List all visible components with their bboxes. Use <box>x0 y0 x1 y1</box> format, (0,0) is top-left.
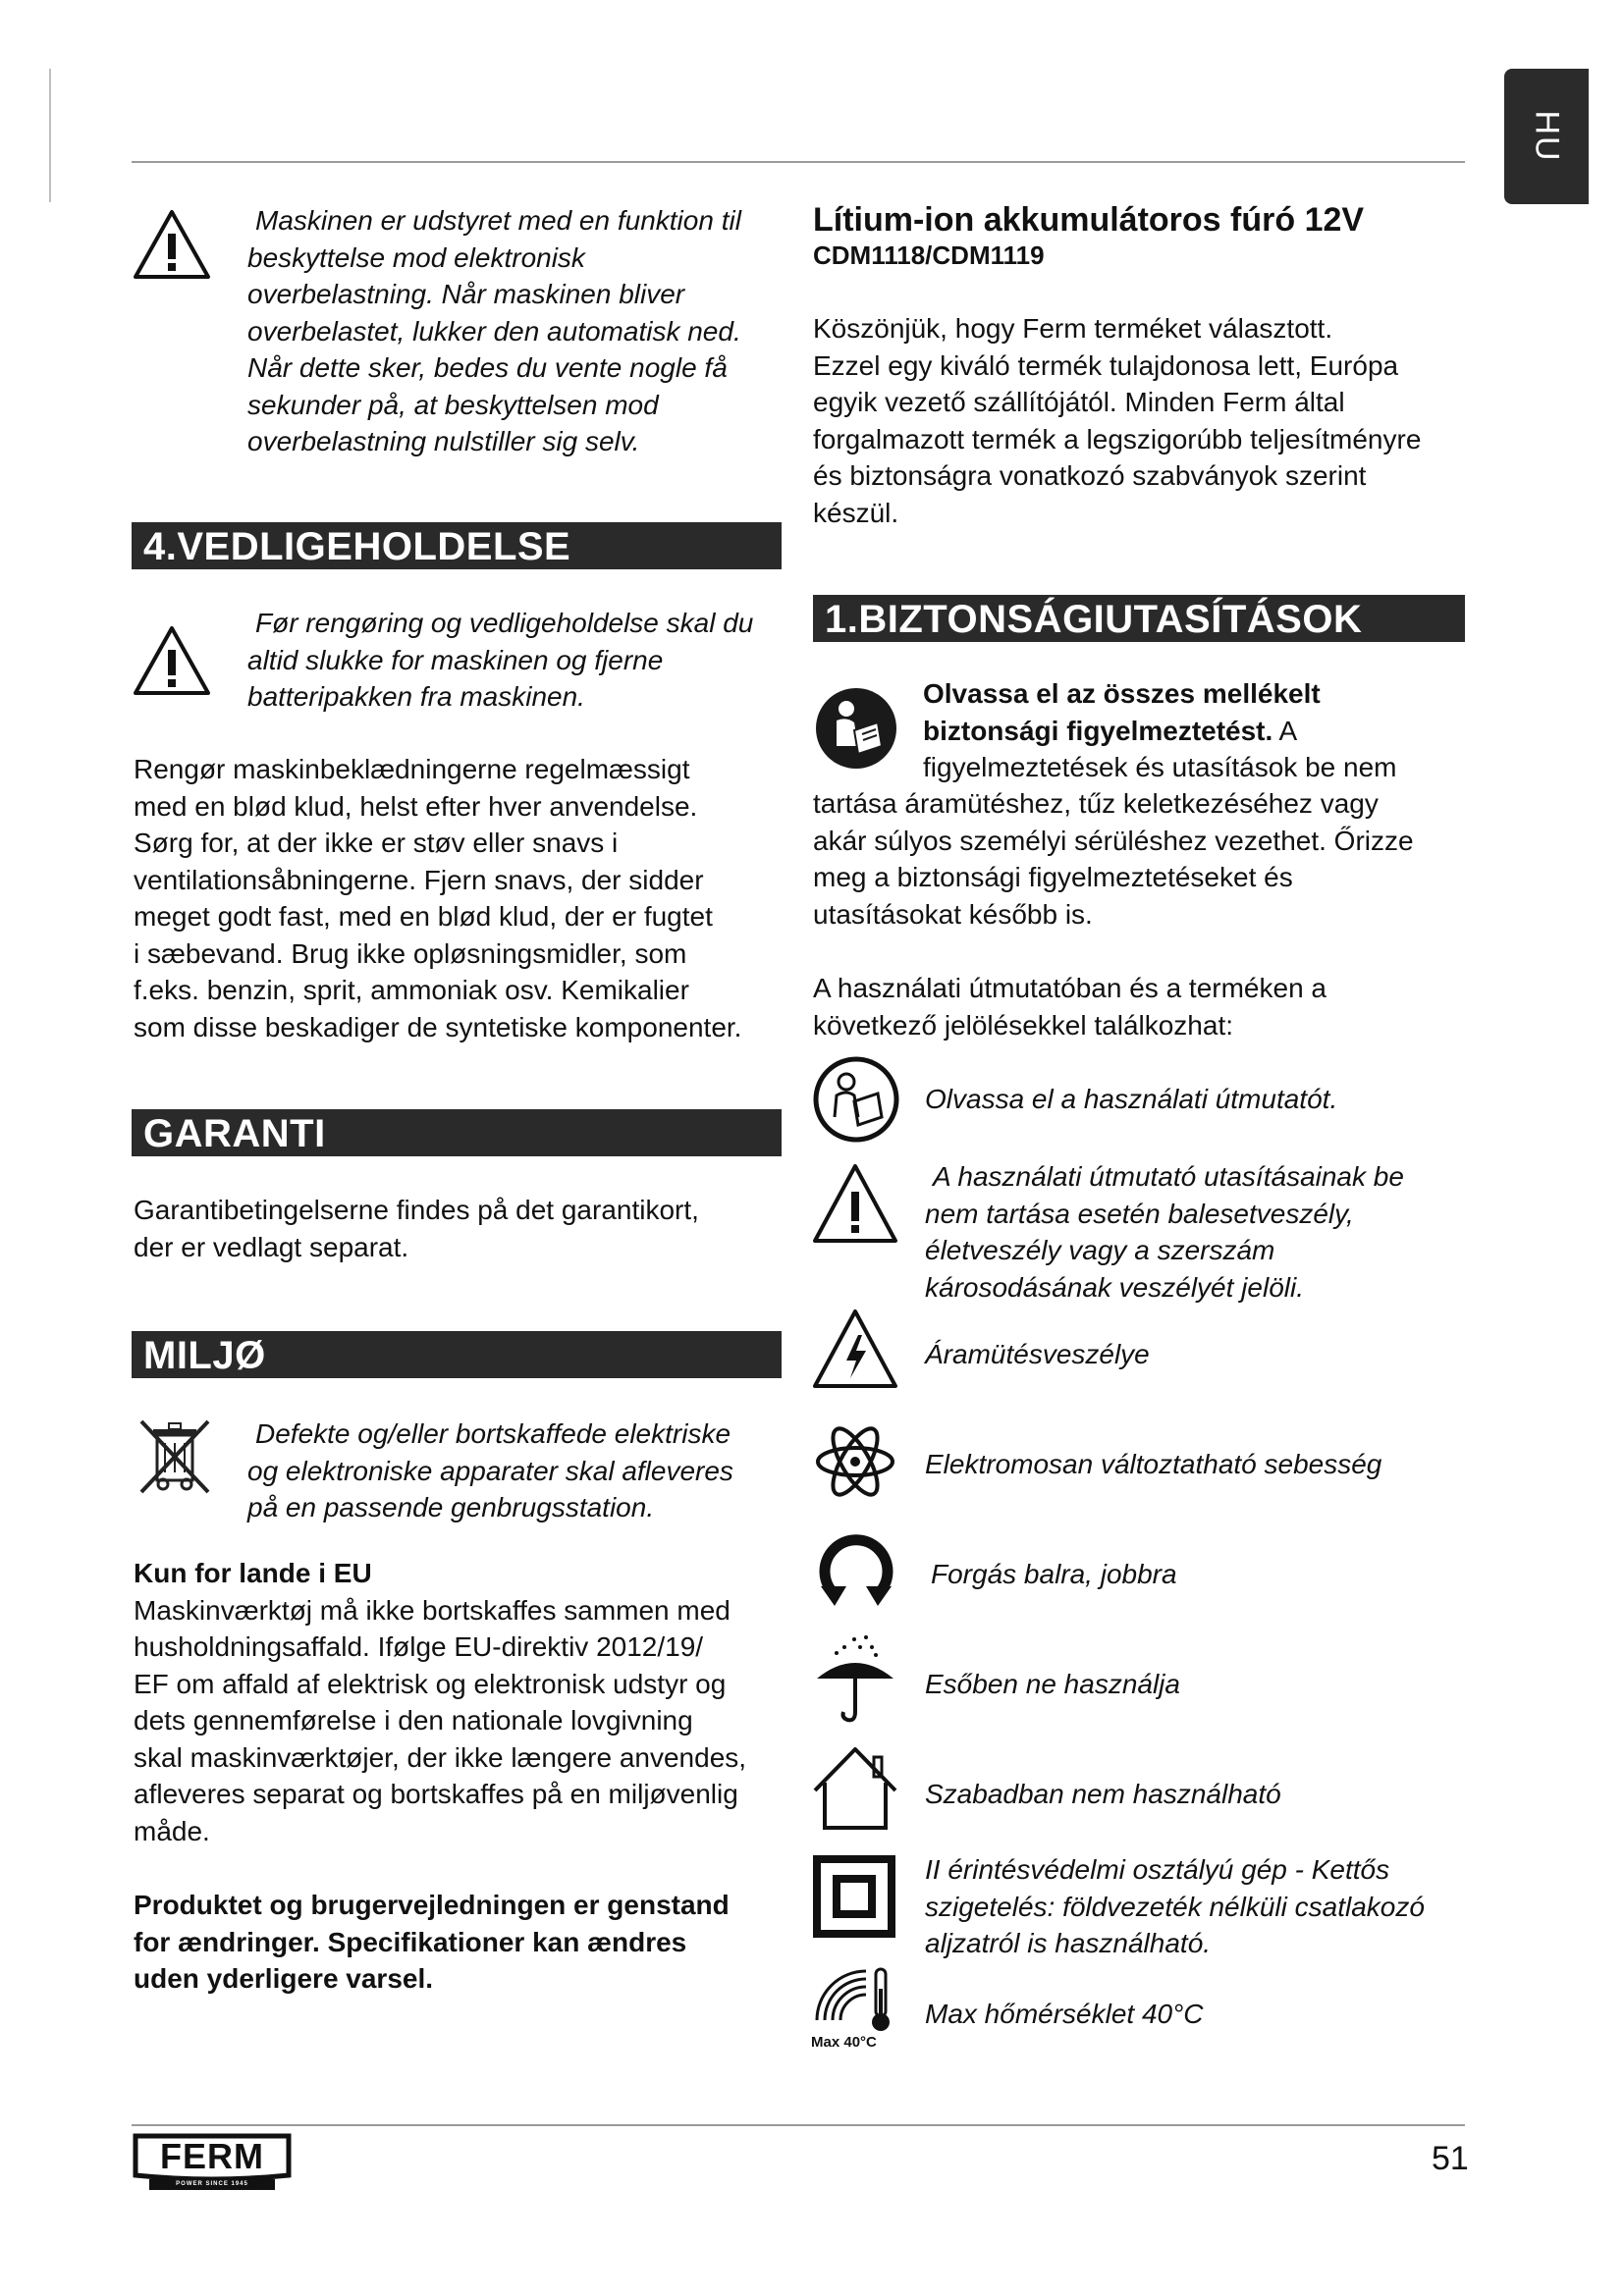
environment-notice <box>247 1415 787 1526</box>
symbol-rain-text: Esőben ne használja <box>925 1669 1180 1699</box>
thermometer-icon-label: Max 40°C <box>811 2034 877 2051</box>
margin-line <box>49 69 51 202</box>
overload-notice <box>247 202 787 460</box>
text-line: Köszönjük, hogy Ferm terméket választott. <box>813 313 1333 344</box>
text-line: husholdningsaffald. Ifølge EU-direktiv 2012/19/ <box>134 1631 704 1662</box>
text-line: tartása áramütéshez, tűz keletkezéséhez vagy <box>813 788 1379 819</box>
text-line: készül. <box>813 497 899 528</box>
text-line: Defekte og/eller bortskaffede elektriske <box>255 1418 731 1449</box>
text-line: beskyttelse mod elektronisk <box>247 241 585 273</box>
text-line: és biztonságra vonatkozó szabványok szerint <box>813 460 1367 491</box>
warning-triangle-icon <box>811 1162 899 1245</box>
umbrella-rain-icon <box>811 1633 899 1726</box>
logo-wordmark: FERM <box>160 2136 264 2176</box>
text-line: Ezzel egy kiváló termék tulajdonosa lett, Európa <box>813 349 1399 381</box>
text-line: Før rengøring og vedligeholdelse skal du <box>255 608 754 638</box>
text-line: med en blød klud, helst efter hver anvendelse. <box>134 790 698 822</box>
text-line: Rengør maskinbeklædningerne regelmæssigt <box>134 754 690 784</box>
safety-heading: 1.BIZTONSÁGIUTASÍTÁSOK <box>813 595 1465 642</box>
text-line: meget godt fast, med en blød klud, der er fugtet <box>134 901 713 932</box>
header-rule <box>132 161 1465 163</box>
text-line: batteripakken fra maskinen. <box>247 681 585 712</box>
text-line: altid slukke for maskinen og fjerne <box>247 644 664 675</box>
text-line: skal maskinværktøjer, der ikke længere anvendes, <box>134 1741 747 1773</box>
thermometer-icon <box>811 1963 899 2034</box>
logo-tagline: POWER SINCE 1945 <box>176 2181 248 2187</box>
text-line: Maskinen er udstyret med en funktion til <box>255 205 741 236</box>
text-line: måde. <box>134 1815 210 1846</box>
text-line: A használati útmutatóban és a terméken a <box>813 973 1326 1003</box>
symbols-intro <box>813 970 1465 1043</box>
symbol-rotation-text: Forgás balra, jobbra <box>931 1559 1177 1589</box>
read-manual-icon <box>813 1056 899 1143</box>
text-line: som disse beskadiger de syntetiske komponenter. <box>134 1011 742 1042</box>
read-manual-filled-icon <box>813 685 899 772</box>
product-model: CDM1118/CDM1119 <box>813 240 1045 270</box>
text-line: afleveres separat og bortskaffes på en miljøvenlig <box>134 1779 738 1809</box>
eu-section <box>134 1555 784 1849</box>
text-line: biztonsági figyelmeztetést. <box>923 715 1273 746</box>
symbol-temperature-text: Max hőmérséklet 40°C <box>925 1999 1204 2029</box>
symbol-outdoor-text: Szabadban nem használható <box>925 1779 1281 1809</box>
text-line: A használati útmutató utasításainak be <box>933 1161 1404 1192</box>
text-line: szigetelés: földvezeték nélküli csatlakozó <box>925 1891 1425 1922</box>
footer-rule <box>132 2124 1465 2126</box>
text-line: f.eks. benzin, sprit, ammoniak osv. Kemikalier <box>134 975 689 1005</box>
text-line: utasításokat később is. <box>813 898 1093 930</box>
rotation-icon <box>813 1523 899 1610</box>
warning-triangle-icon <box>132 624 212 697</box>
intro-text <box>813 310 1465 531</box>
warranty-heading: GARANTI <box>132 1109 782 1156</box>
language-tab-label: HU <box>1528 110 1566 163</box>
variable-speed-icon <box>813 1419 897 1504</box>
symbol-shock-text: Áramütésveszélye <box>925 1339 1150 1369</box>
warranty-body <box>134 1192 784 1265</box>
text-line: Maskinværktøj må ikke bortskaffes sammen med <box>134 1594 731 1626</box>
text-line: következő jelölésekkel találkozhat: <box>813 1009 1234 1041</box>
text-line: forgalmazott termék a legszigorúbb teljesítményre <box>813 423 1422 454</box>
maintenance-body <box>134 751 784 1045</box>
environment-heading: MILJØ <box>132 1331 782 1378</box>
class-two-insulation-icon <box>813 1855 895 1938</box>
text-line: ventilationsåbningerne. Fjern snavs, der sidder <box>134 864 704 895</box>
text-line: overbelastet, lukker den automatisk ned. <box>247 315 741 347</box>
text-line: károsodásának veszélyét jelöli. <box>925 1271 1304 1303</box>
text-line: EF om affald af elektrisk og elektronisk udstyr og <box>134 1668 727 1699</box>
text-line: A <box>1272 715 1298 746</box>
text-line: Olvassa el az összes mellékelt <box>923 678 1321 709</box>
symbol-speed-text: Elektromosan változtatható sebesség <box>925 1449 1382 1479</box>
text-line: nem tartása esetén balesetveszély, <box>925 1198 1354 1229</box>
text-line: i sæbevand. Brug ikke opløsningsmidler, som <box>134 937 687 969</box>
electric-shock-icon <box>811 1308 899 1390</box>
page-number: 51 <box>1432 2140 1469 2177</box>
text-line: der er vedlagt separat. <box>134 1231 409 1262</box>
product-title: Lítium-ion akkumulátoros fúró 12V <box>813 201 1365 239</box>
maintenance-heading: 4.VEDLIGEHOLDELSE <box>132 522 782 569</box>
ferm-logo <box>132 2132 293 2193</box>
text-line: akár súlyos személyi sérüléshez vezethet. Őrizze <box>813 825 1414 856</box>
warning-triangle-icon <box>132 208 212 281</box>
maintenance-notice <box>247 605 787 716</box>
disclaimer <box>134 1887 784 1998</box>
text-line: Når dette sker, bedes du vente nogle få <box>247 352 728 383</box>
house-icon <box>811 1743 899 1832</box>
text-line: dets gennemførelse i den nationale lovgivning <box>134 1705 693 1735</box>
text-line: uden yderligere varsel. <box>134 1963 434 1994</box>
text-line: for ændringer. Specifikationer kan ændres <box>134 1926 687 1957</box>
safety-body <box>813 785 1465 933</box>
text-line: Garantibetingelserne findes på det garantikort, <box>134 1195 699 1225</box>
text-line: og elektroniske apparater skal afleveres <box>247 1455 733 1486</box>
text-line: egyik vezető szállítójától. Minden Ferm által <box>813 387 1345 417</box>
symbol-warning-text <box>925 1158 1475 1306</box>
text-line: aljzatról is használható. <box>925 1928 1212 1958</box>
text-line: meg a biztonsági figyelmeztetéseket és <box>813 862 1293 892</box>
text-line: overbelastning nulstiller sig selv. <box>247 426 640 456</box>
crossed-bin-icon <box>135 1415 214 1498</box>
text-line: overbelastning. Når maskinen bliver <box>247 279 685 309</box>
safety-lead <box>923 675 1473 786</box>
eu-heading: Kun for lande i EU <box>134 1558 372 1588</box>
text-line: II érintésvédelmi osztályú gép - Kettős <box>925 1854 1390 1885</box>
text-line: Sørg for, at der ikke er støv eller snavs i <box>134 828 619 858</box>
text-line: på en passende genbrugsstation. <box>247 1492 655 1522</box>
text-line: Produktet og brugervejledningen er genstand <box>134 1890 730 1920</box>
text-line: életveszély vagy a szerszám <box>925 1235 1275 1265</box>
product-title-block <box>813 200 1465 271</box>
language-tab <box>1504 69 1589 204</box>
symbol-manual-text: Olvassa el a használati útmutatót. <box>925 1084 1338 1114</box>
text-line: figyelmeztetések és utasítások be nem <box>923 752 1397 782</box>
text-line: sekunder på, at beskyttelsen mod <box>247 389 659 420</box>
symbol-class2-text <box>925 1851 1475 1962</box>
